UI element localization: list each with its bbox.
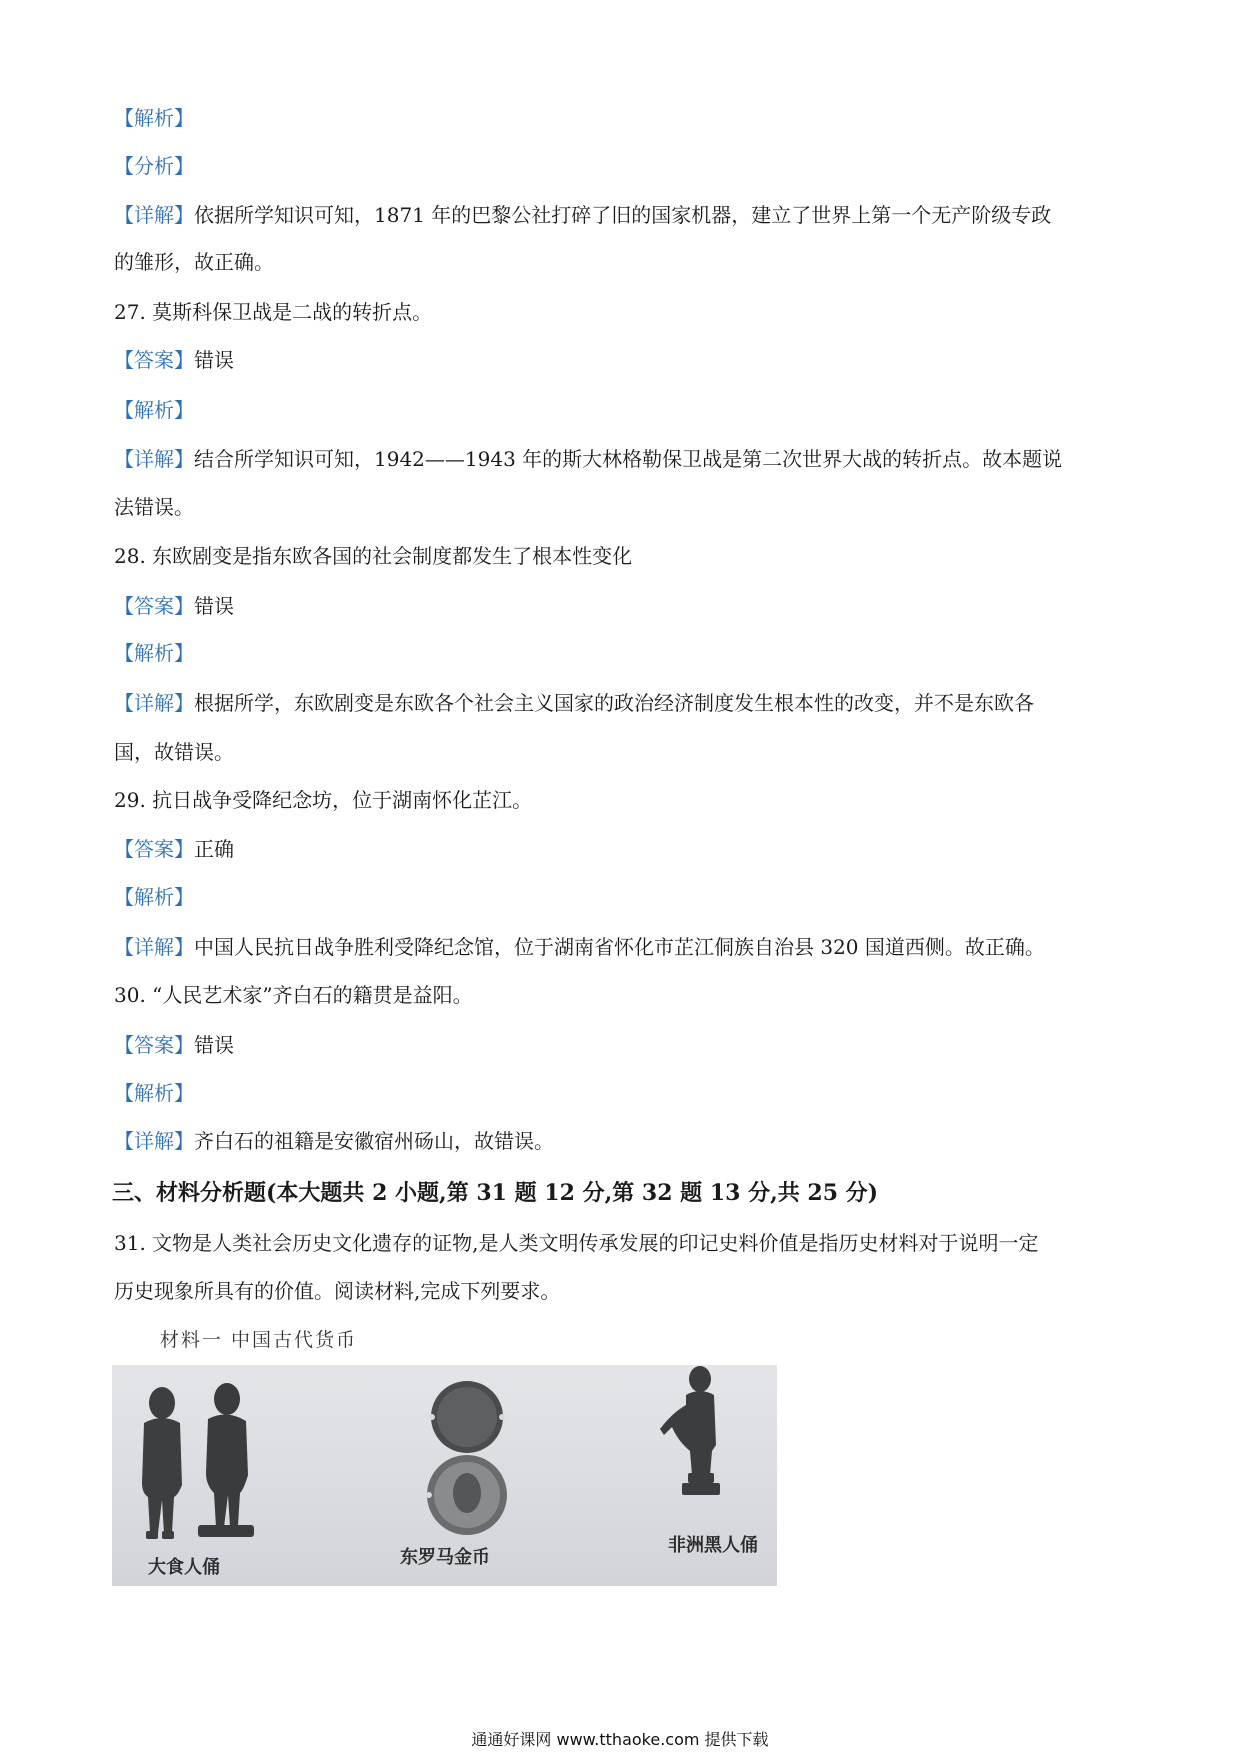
question-31-line-2: 历史现象所具有的价值。阅读材料,完成下列要求。 bbox=[114, 1279, 561, 1303]
line-text: 错误 bbox=[194, 1033, 234, 1057]
figurine-right bbox=[660, 1366, 720, 1495]
text-line bbox=[114, 542, 1134, 570]
section-tag: 【解析】 bbox=[114, 1081, 194, 1105]
text-line bbox=[114, 592, 1134, 620]
figurine-left-2 bbox=[198, 1383, 254, 1537]
footer-text: 通通好课网 www.tthaoke.com 提供下载 bbox=[471, 1730, 769, 1749]
section-tag: 【解析】 bbox=[114, 885, 194, 909]
line-text: 29. 抗日战争受降纪念坊，位于湖南怀化芷江。 bbox=[114, 788, 533, 812]
section-tag: 【解析】 bbox=[114, 641, 194, 665]
text-line bbox=[114, 445, 1134, 473]
line-text: 中国人民抗日战争胜利受降纪念馆，位于湖南省怀化市芷江侗族自治县 320 国道西侧。故正确。 bbox=[194, 935, 1045, 959]
text-line bbox=[114, 933, 1134, 961]
text-line bbox=[114, 248, 1134, 276]
line-text: 齐白石的祖籍是安徽宿州砀山，故错误。 bbox=[194, 1129, 554, 1153]
text-line bbox=[114, 1127, 1134, 1155]
text-line bbox=[114, 493, 1134, 521]
label-figurine-right: 非洲黑人俑 bbox=[668, 1535, 758, 1556]
section-tag: 【解析】 bbox=[114, 398, 194, 422]
section-tag: 【详解】 bbox=[114, 447, 194, 471]
line-text: 27. 莫斯科保卫战是二战的转折点。 bbox=[114, 300, 433, 324]
line-text: 30. “人民艺术家”齐白石的籍贯是益阳。 bbox=[114, 983, 473, 1007]
text-line bbox=[114, 396, 1134, 424]
text-line bbox=[114, 738, 1134, 766]
figurine-left-1 bbox=[142, 1387, 182, 1539]
text-line bbox=[114, 689, 1134, 717]
line-text: 28. 东欧剧变是指东欧各国的社会制度都发生了根本性变化 bbox=[114, 544, 633, 568]
section-tag: 【分析】 bbox=[114, 154, 194, 178]
line-text: 根据所学，东欧剧变是东欧各个社会主义国家的政治经济制度发生根本性的改变，并不是东欧各 bbox=[194, 691, 1034, 715]
text-line bbox=[114, 152, 1134, 180]
line-text: 国，故错误。 bbox=[114, 740, 234, 764]
line-text: 错误 bbox=[194, 348, 234, 372]
section-tag: 【详解】 bbox=[114, 935, 194, 959]
line-text: 正确 bbox=[194, 837, 234, 861]
label-coins: 东罗马金币 bbox=[400, 1547, 490, 1568]
section-heading: 三、材料分析题(本大题共 2 小题,第 31 题 12 分,第 32 题 13 分,共 25 分) bbox=[112, 1180, 879, 1206]
line-text: 错误 bbox=[194, 594, 234, 618]
section-tag: 【详解】 bbox=[114, 1129, 194, 1153]
line-text: 法错误。 bbox=[114, 495, 194, 519]
line-text: 的雏形，故正确。 bbox=[114, 250, 274, 274]
section-tag: 【答案】 bbox=[114, 594, 194, 618]
material-photo bbox=[112, 1365, 777, 1586]
text-line bbox=[114, 1079, 1134, 1107]
section-tag: 【答案】 bbox=[114, 837, 194, 861]
section-tag: 【解析】 bbox=[114, 106, 194, 130]
text-line bbox=[114, 981, 1134, 1009]
text-line bbox=[114, 346, 1134, 374]
question-31-line-1: 31. 文物是人类社会历史文化遗存的证物,是人类文明传承发展的印记史料价值是指历史材料对于说明一定 bbox=[114, 1231, 1039, 1255]
section-tag: 【答案】 bbox=[114, 348, 194, 372]
text-line bbox=[114, 786, 1134, 814]
section-tag: 【详解】 bbox=[114, 203, 194, 227]
text-line bbox=[114, 883, 1134, 911]
text-line bbox=[114, 298, 1134, 326]
text-line bbox=[114, 201, 1134, 229]
line-text: 结合所学知识可知，1942——1943 年的斯大林格勒保卫战是第二次世界大战的转折点。故本题说 bbox=[194, 447, 1063, 471]
material-caption: 材料一 中国古代货币 bbox=[160, 1329, 358, 1351]
label-figurines-left: 大食人俑 bbox=[148, 1557, 220, 1578]
section-tag: 【答案】 bbox=[114, 1033, 194, 1057]
text-line bbox=[114, 639, 1134, 667]
section-tag: 【详解】 bbox=[114, 691, 194, 715]
line-text: 依据所学知识可知，1871 年的巴黎公社打碎了旧的国家机器，建立了世界上第一个无产阶级专政 bbox=[194, 203, 1052, 227]
gold-coins bbox=[426, 1381, 507, 1535]
text-line bbox=[114, 104, 1134, 132]
text-line bbox=[114, 1031, 1134, 1059]
text-line bbox=[114, 835, 1134, 863]
